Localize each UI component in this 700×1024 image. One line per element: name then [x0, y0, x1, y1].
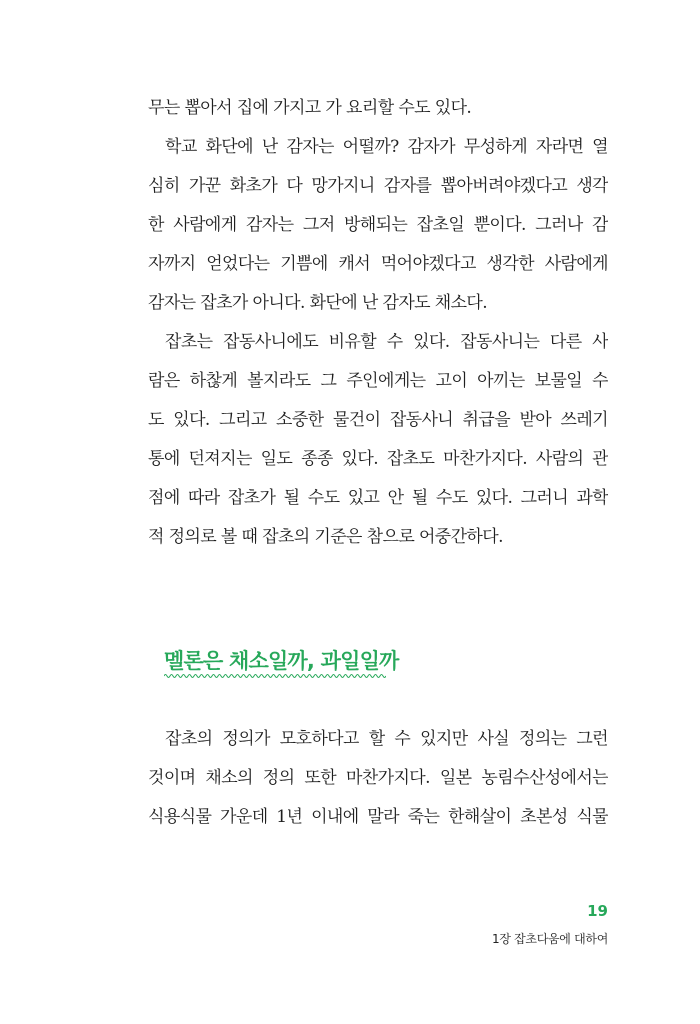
page-number: 19 — [587, 902, 608, 920]
heading-wave-underline — [164, 673, 386, 679]
chapter-running-footer: 1장 잡초다움에 대하여 — [492, 932, 608, 946]
text-line: 적 정의로 볼 때 잡초의 기준은 참으로 어중간하다. — [148, 527, 503, 547]
text-line: 람은 하찮게 볼지라도 그 주인에게는 고이 아끼는 보물일 수 — [148, 371, 608, 391]
text-line: 점에 따라 잡초가 될 수도 있고 안 될 수도 있다. 그러니 과학 — [148, 488, 608, 508]
text-line: 한 사람에게 감자는 그저 방해되는 잡초일 뿐이다. 그러나 감 — [148, 215, 608, 235]
text-line: 무는 뽑아서 집에 가지고 가 요리할 수도 있다. — [148, 98, 472, 118]
text-line: 감자는 잡초가 아니다. 화단에 난 감자도 채소다. — [148, 293, 488, 313]
text-line: 잡초의 정의가 모호하다고 할 수 있지만 사실 정의는 그런 — [165, 729, 608, 749]
text-line: 심히 가꾼 화초가 다 망가지니 감자를 뽑아버려야겠다고 생각 — [148, 176, 608, 196]
text-line: 학교 화단에 난 감자는 어떨까? 감자가 무성하게 자라면 열 — [165, 137, 608, 157]
text-line: 도 있다. 그리고 소중한 물건이 잡동사니 취급을 받아 쓰레기 — [148, 410, 608, 430]
text-line: 식용식물 가운데 1년 이내에 말라 죽는 한해살이 초본성 식물 — [148, 807, 608, 827]
text-line: 통에 던져지는 일도 종종 있다. 잡초도 마찬가지다. 사람의 관 — [148, 449, 608, 469]
text-line: 것이며 채소의 정의 또한 마찬가지다. 일본 농림수산성에서는 — [148, 768, 608, 788]
text-line: 자까지 얻었다는 기쁨에 캐서 먹어야겠다고 생각한 사람에게 — [148, 254, 608, 274]
text-line: 잡초는 잡동사니에도 비유할 수 있다. 잡동사니는 다른 사 — [165, 332, 608, 352]
section-heading: 멜론은 채소일까, 과일일까 — [164, 649, 399, 673]
